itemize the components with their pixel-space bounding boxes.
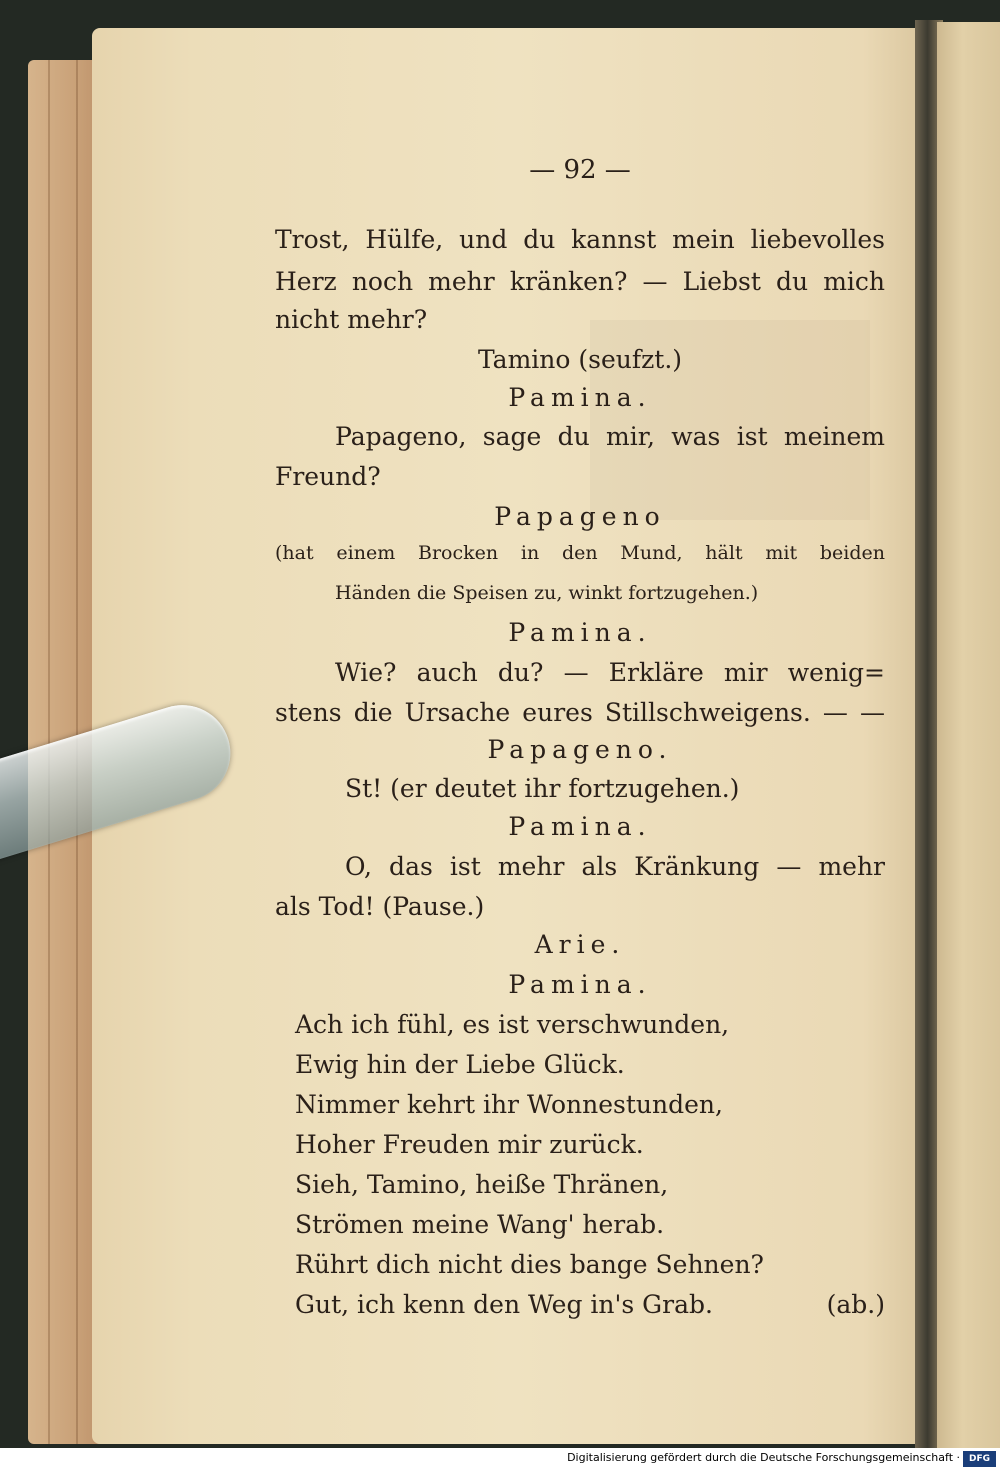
verse-line: Nimmer kehrt ihr Wonnestunden, <box>295 1090 723 1119</box>
verse-line: Ewig hin der Liebe Glück. <box>295 1050 625 1079</box>
text-line: Trost, Hülfe, und du kannst mein liebevolles <box>275 225 885 254</box>
text-line: stens die Ursache eures Stillschweigens. — — <box>275 698 885 727</box>
text-line: Herz noch mehr kränken? — Liebst du mich <box>275 267 885 296</box>
section-heading: Arie. <box>534 930 626 959</box>
facing-page-edge <box>937 22 1000 1448</box>
text-line: O, das ist mehr als Kränkung — mehr <box>345 852 885 881</box>
text-line: Freund? <box>275 462 381 491</box>
text-line: nicht mehr? <box>275 305 428 334</box>
verse-line: Ach ich fühl, es ist verschwunden, <box>295 1010 730 1039</box>
stage-direction: Tamino (seufzt.) <box>477 345 683 374</box>
dfg-logo-icon: DFG <box>963 1451 996 1467</box>
footer-bar <box>0 1448 1000 1469</box>
text-line: Papageno, sage du mir, was ist meinem <box>335 422 885 451</box>
speaker-name: Pamina. <box>508 383 652 412</box>
speaker-name: Pamina. <box>508 618 652 647</box>
verse-line: Sieh, Tamino, heiße Thränen, <box>295 1170 669 1199</box>
footer-credit: Digitalisierung gefördert durch die Deutsche Forschungsgemeinschaft · <box>567 1451 960 1464</box>
verse-line: Hoher Freuden mir zurück. <box>295 1130 644 1159</box>
speaker-name: Pamina. <box>508 970 652 999</box>
speaker-name: Pamina. <box>508 812 652 841</box>
speaker-name: Papageno. <box>487 735 673 764</box>
stage-direction: Händen die Speisen zu, winkt fortzugehen.) <box>335 582 759 604</box>
text-line: als Tod! (Pause.) <box>275 892 485 921</box>
verse-line: Strömen meine Wang' herab. <box>295 1210 665 1239</box>
verse-line: Gut, ich kenn den Weg in's Grab. <box>295 1290 713 1319</box>
text-line: Wie? auch du? — Erkläre mir wenig= <box>335 658 885 687</box>
stage-direction: St! (er deutet ihr fortzugehen.) <box>345 774 740 803</box>
stage-direction: (hat einem Brocken in den Mund, hält mit beiden <box>275 542 885 564</box>
page-number: — 92 — <box>529 155 631 185</box>
speaker-name: Papageno <box>494 502 666 531</box>
exit-note: (ab.) <box>826 1290 885 1319</box>
verse-line: Rührt dich nicht dies bange Sehnen? <box>295 1250 764 1279</box>
